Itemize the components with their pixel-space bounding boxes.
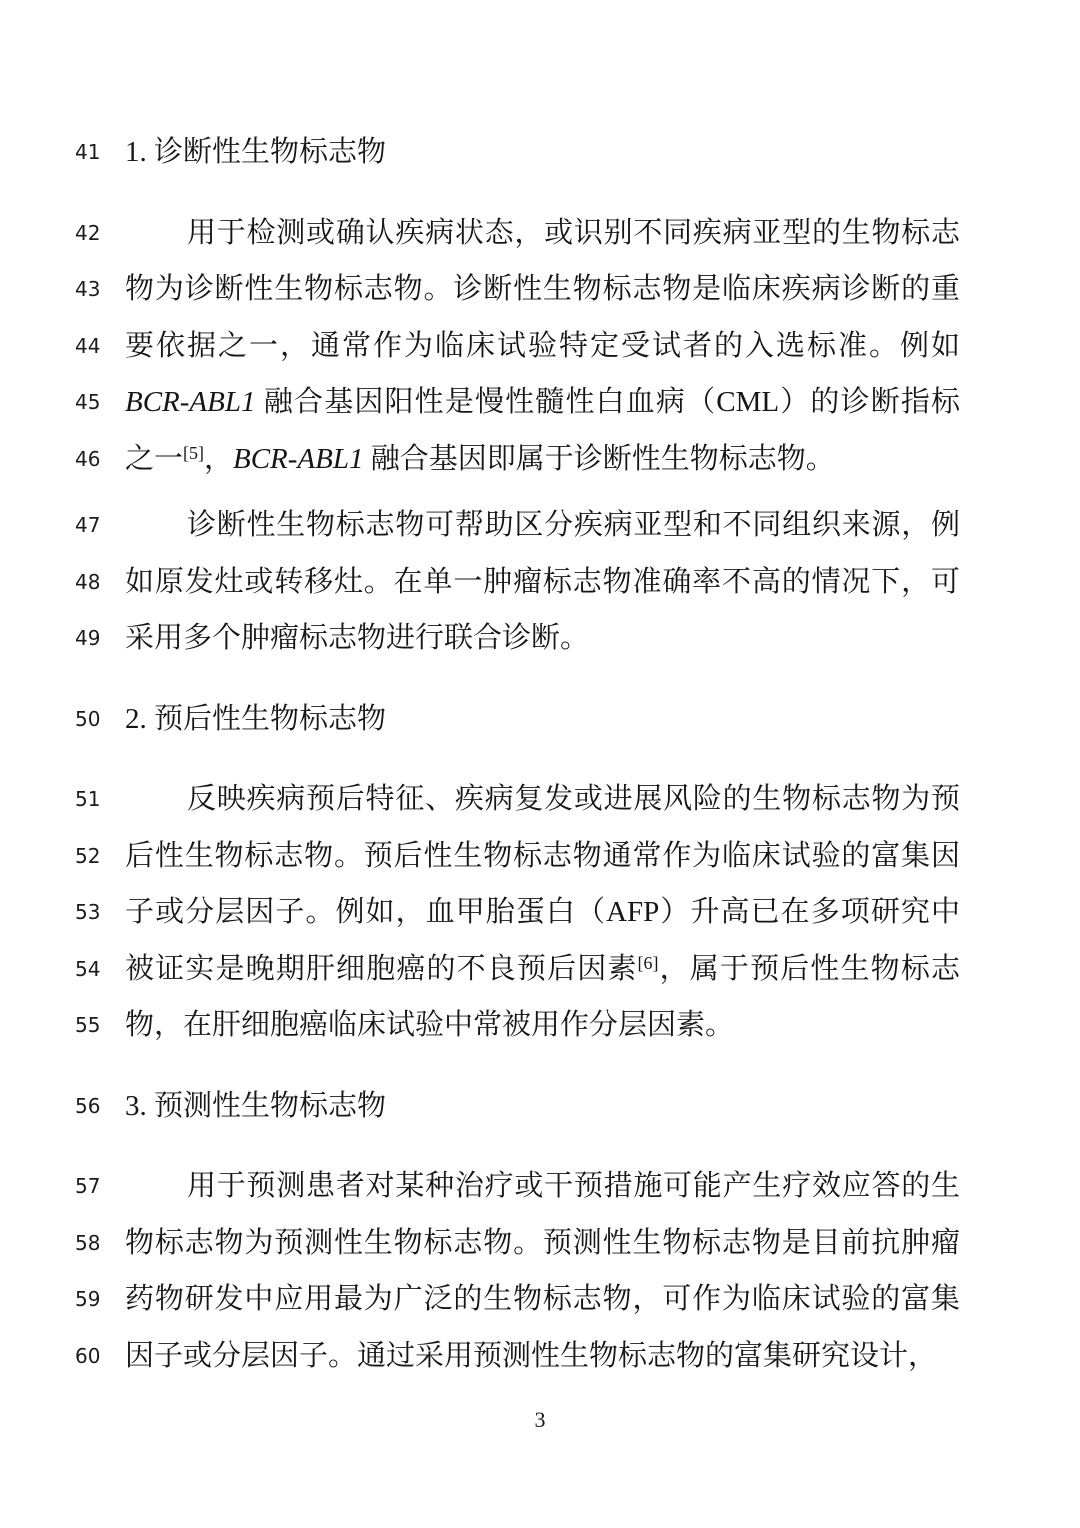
line-number: 59 [75,1287,101,1311]
document-line [75,1215,960,1272]
line-text: 用于预测患者对某种治疗或干预措施可能产生疗效应答的生 [187,1170,960,1202]
line-number: 42 [75,220,101,245]
line-text: 因子或分层因子。通过采用预测性生物标志物的富集研究设计， [125,1339,938,1372]
text-run: 融合基因阳性是慢性髓性白血病（CML）的诊断指标 [255,386,960,418]
line-text: 要依据之一，通常作为临床试验特定受试者的入选标准。例如 [125,329,960,362]
document-line [75,554,960,611]
line-text: 采用多个肿瘤标志物进行联合诊断。 [125,622,590,654]
line-number: 41 [75,140,101,164]
line-number: 50 [75,706,101,731]
document-line [75,941,960,998]
citation-superscript: [5] [183,443,204,464]
line-text: 2. 预后性生物标志物 [125,702,387,735]
line-number: 48 [75,569,101,594]
line-number: 60 [75,1343,101,1368]
line-text [125,431,960,491]
line-number: 56 [75,1093,101,1118]
line-text: 子或分层因子。例如，血甲胎蛋白（AFP）升高已在多项研究中 [125,896,960,928]
document-line [75,997,960,1054]
line-text: 诊断性生物标志物可帮助区分疾病亚型和不同组织来源，例 [187,509,960,541]
line-text: 物标志物为预测性生物标志物。预测性生物标志物是目前抗肿瘤 [125,1226,960,1259]
document-line [75,205,960,262]
document-line [75,374,960,431]
document-line [75,497,960,554]
line-number: 51 [75,787,101,811]
line-number: 57 [75,1174,101,1198]
section-heading-line [75,124,960,181]
line-text: 3. 预测性生物标志物 [125,1089,387,1122]
line-text: 药物研发中应用最为广泛的生物标志物，可作为临床试验的富集 [125,1283,960,1315]
line-text [125,374,960,431]
line-number: 52 [75,843,101,868]
text-run: ，属于预后性生物标志 [658,952,960,985]
citation-superscript: [6] [637,953,659,974]
document-line [75,261,960,318]
line-number: 55 [75,1013,101,1037]
line-number: 44 [75,333,101,358]
document-line [75,1271,960,1328]
line-text: 如原发灶或转移灶。在单一肿瘤标志物准确率不高的情况下，可 [125,565,960,598]
document-line [75,1328,960,1385]
text-run: 被证实是晚期肝细胞癌的不良预后因素 [125,952,638,985]
line-number: 47 [75,513,101,537]
line-list [75,124,960,1384]
line-text: 1. 诊断性生物标志物 [125,136,387,168]
text-run: 之一 [125,442,184,475]
line-text: 物为诊断性生物标志物。诊断性生物标志物是临床疾病诊断的重 [125,273,960,305]
section-heading-line [75,1078,960,1135]
line-number: 45 [75,390,101,414]
gene-name-italic: BCR-ABL1 [125,386,256,418]
line-text [125,941,960,1001]
line-number: 49 [75,626,101,650]
line-number: 53 [75,900,101,924]
page-number: 3 [534,1407,546,1432]
gene-name-italic: BCR-ABL1 [232,442,364,475]
line-number: 54 [75,956,101,981]
line-text: 反映疾病预后特征、疾病复发或进展风险的生物标志物为预 [187,783,960,815]
line-number: 46 [75,446,101,471]
section-heading-line [75,691,960,748]
document-line [75,431,960,488]
document-line [75,1158,960,1215]
text-run: 融合基因即属于诊断性生物标志物。 [363,442,835,475]
document-line [75,828,960,885]
document-line [75,771,960,828]
document-line [75,884,960,941]
line-text: 用于检测或确认疾病状态，或识别不同疾病亚型的生物标志 [187,216,960,249]
line-number: 43 [75,277,101,301]
document-line [75,318,960,375]
text-run: ， [203,442,233,475]
line-text: 物，在肝细胞癌临床试验中常被用作分层因素。 [125,1009,735,1041]
document-line [75,610,960,667]
line-text: 后性生物标志物。预后性生物标志物通常作为临床试验的富集因 [125,839,960,872]
line-number: 58 [75,1230,101,1255]
